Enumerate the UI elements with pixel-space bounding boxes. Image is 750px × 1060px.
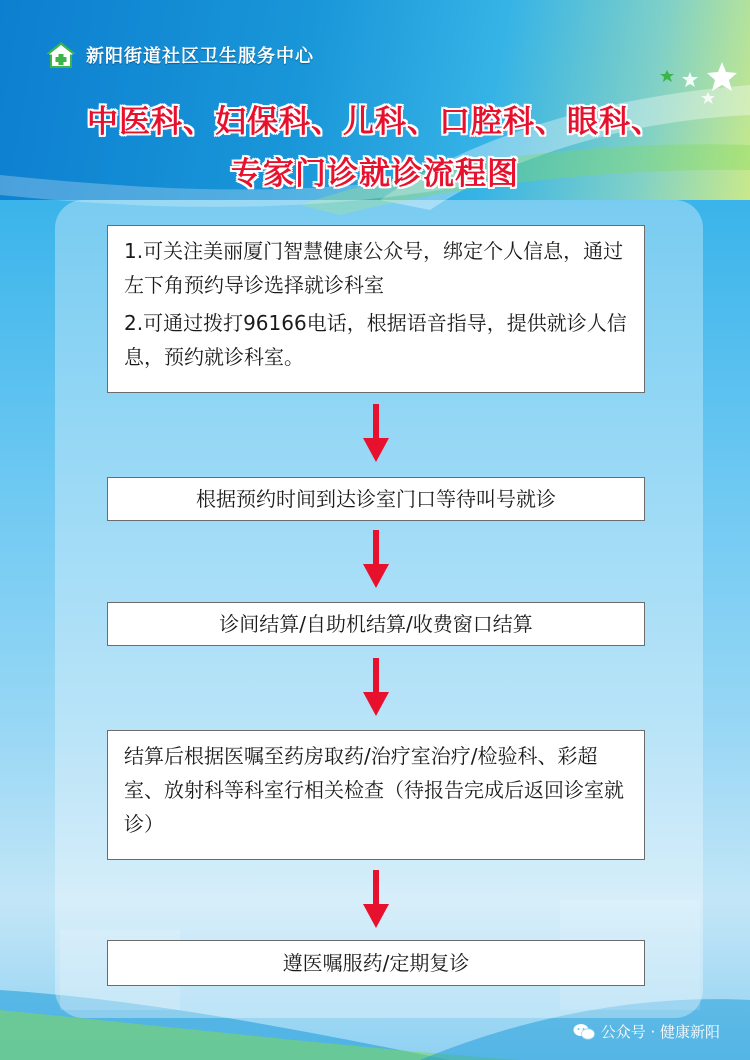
flow-step-4: 结算后根据医嘱至药房取药/治疗室治疗/检验科、彩超室、放射科等科室行相关检查（待报告完成后返回诊室就诊） bbox=[107, 730, 645, 860]
down-arrow-icon bbox=[362, 870, 390, 930]
flow-step-2: 根据预约时间到达诊室门口等待叫号就诊 bbox=[107, 477, 645, 521]
down-arrow-icon bbox=[362, 530, 390, 590]
flow-step-3: 诊间结算/自助机结算/收费窗口结算 bbox=[107, 602, 645, 646]
page-title-line2: 专家门诊就诊流程图 bbox=[231, 156, 519, 192]
org-name: 新阳街道社区卫生服务中心 bbox=[86, 46, 314, 67]
org-header bbox=[44, 40, 314, 70]
down-arrow-icon bbox=[362, 658, 390, 718]
down-arrow-icon bbox=[362, 404, 390, 464]
flow-step-1-line-1: 1.可关注美丽厦门智慧健康公众号，绑定个人信息，通过左下角预约导诊选择就诊科室 bbox=[124, 239, 624, 297]
watermark-text: 公众号 · 健康新阳 bbox=[600, 1023, 720, 1041]
page-title-line1: 中医科、妇保科、儿科、口腔科、眼科、 bbox=[87, 104, 663, 140]
flow-step-1-line-2: 2.可通过拨打96166电话，根据语音指导，提供就诊人信息，预约就诊科室。 bbox=[124, 311, 627, 369]
flow-step-1 bbox=[107, 225, 645, 393]
wechat-icon bbox=[573, 1023, 595, 1041]
hospital-cross-logo-icon bbox=[44, 40, 78, 70]
flow-step-5: 遵医嘱服药/定期复诊 bbox=[107, 940, 645, 986]
watermark bbox=[573, 1021, 720, 1042]
